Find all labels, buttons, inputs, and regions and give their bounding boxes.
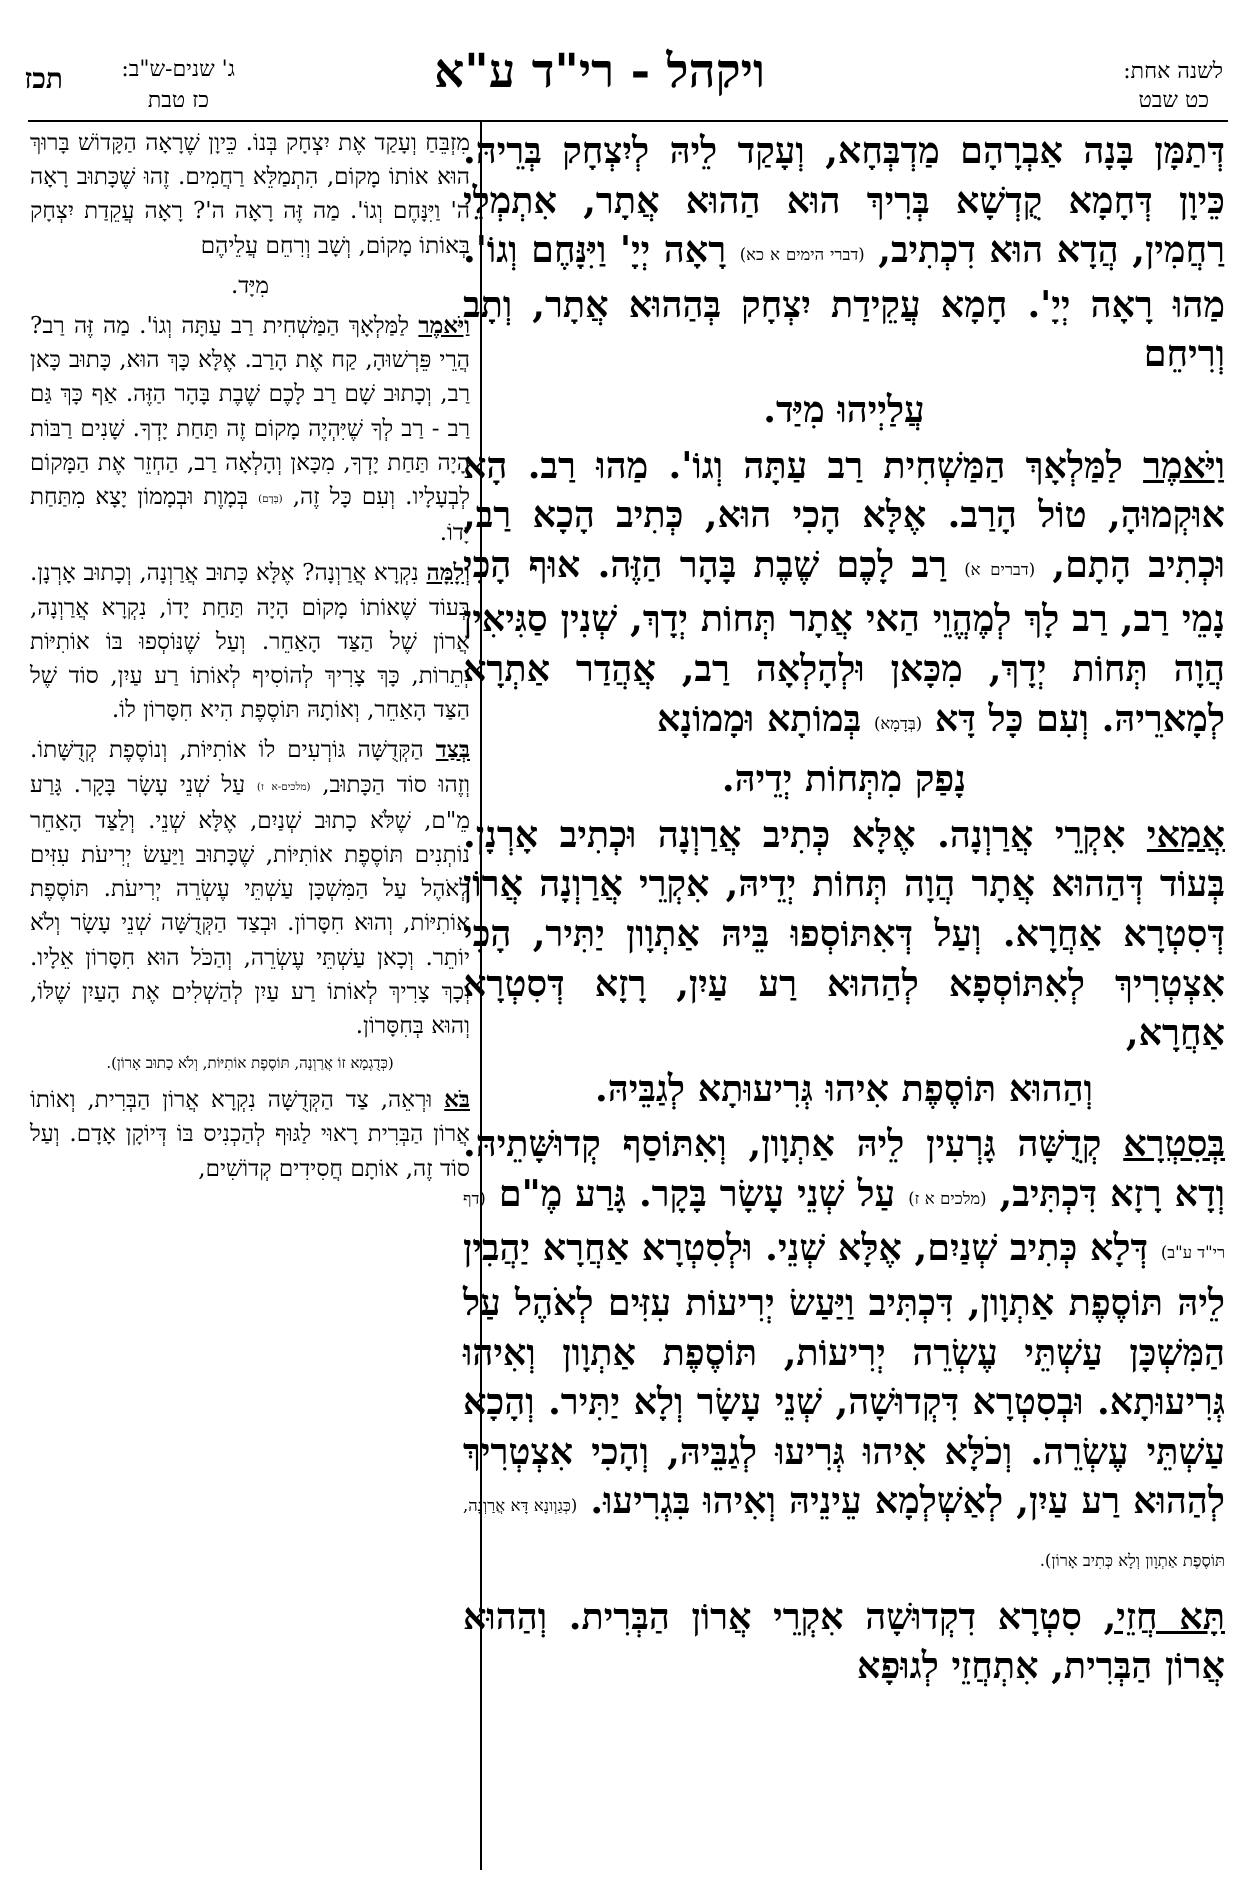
source-reference: (בְּדָם) — [258, 493, 283, 506]
side-paragraph-3: וְלָמָּה נִקְרָא אֲרַוְנָה? אֶלָּא כָּתוּב אֲרַוְנָה, וְכָתוּב אָרְנָן. בְּעוֹד שֶׁאוֹתוֹ מָקוֹם הָיָה תַּחַת יָדוֹ, נִקְרָא אֲרַוְנָה, אֲרוֹן שֶׁל הַצַּד הָאַחֵר. וְעַל שֶׁנּוֹסְפוּ בּוֹ אוֹתִיּוֹת יְתֵרוֹת, כָּךְ צָרִיךְ לְהוֹסִיף לְאוֹתוֹ רַע עַיִן, סוֹד שֶׁל הַצַּד הָאַחֵר, וְאוֹתָהּ תּוֹסֶפֶת הִיא חִסָּרוֹן לוֹ. — [30, 559, 471, 724]
page-header — [0, 0, 1253, 118]
side-paragraph-2: וַיֹּאמֶר לַמַּלְאָךְ הַמַּשְׁחִית רַב עַתָּה וְגוֹ'. מַה זֶּה רַב? הֲרֵי פֵּרְשׁוּהָ, קַח אֶת הָרַב. אֶלָּא כָּךְ הוּא, כָּתוּב כָּאן רַב, וְכָתוּב שָׁם רַב לָכֶם שֶׁבֶת בָּהָר הַזֶּה. אַף כָּךְ גַּם רַב - רַב לְךָ שֶׁיִּהְיֶה מָקוֹם זֶה תַּחַת יָדְךָ. שָׁנִים רַבּוֹת הָיָה תַּחַת יָדְךָ, מִכָּאן וְהָלְאָה רַב, הַחְזֵר אֶת הַמָּקוֹם לְבְעָלָיו. וְעִם כָּל זֶה, (בְּדָם) בְּמָוֶת וּבְמָמוֹן יָצָא מִתַּחַת יָדוֹ. — [30, 312, 471, 547]
main-paragraph-5: תָּא חֲזֵי, סִטְרָא דִקְדוּשָׁה אִקְרֵי אֲרוֹן הַבְּרִית. וְהַהוּא אֲרוֹן הַבְּרִית, אִתְחֲזֵי לְגוּפָא — [463, 1594, 1225, 1688]
source-reference: (דברים א) — [964, 559, 1036, 579]
hebrew-translation-column — [30, 126, 470, 1192]
paragraph-lead: תָּא חֲזֵי, — [1103, 1594, 1225, 1638]
page-reference: (דף רי"ד ע"ב) — [463, 1188, 1226, 1263]
paragraph-lead: אֲמַאי — [1146, 812, 1225, 856]
main-paragraph-3: אֲמַאי אִקְרֵי אֲרַוְנָה. אֶלָּא כְּתִיב אֲרַוְנָה וּכְתִיב אָרְנָן. בְּעוֹד דְּהַהוּא אֲתָר הֲוָה תְּחוֹת יְדֵיהּ, אִקְרֵי אֲרַוְנָה אֲרוֹן דְּסִטְרָא אַחֲרָא. וְעַל דְּאִתּוֹסְפוּ בֵּיהּ אַתְוָון יַתִּיר, הָכִי אִצְטְרִיךְ לְאִתּוֹסְפָא לְהַהוּא רַע עַיִן, רָזָא דְּסִטְרָא אַחֲרָא, — [463, 812, 1225, 1055]
source-reference: (מלכים א ז) — [908, 1188, 987, 1208]
main-paragraph-2: וַיֹּאמֶר לַמַּלְאָךְ הַמַּשְׁחִית רַב עַתָּה וְגוֹ'. מַהוּ רַב. הָא אוּקְמוּהָ, טוֹל הָרַב. אֶלָּא הָכִי הוּא, כְּתִיב הָכָא רַב, וּכְתִיב הָתָם, (דברים א) רַב לָכֶם שֶׁבֶת בָּהָר הַזֶּה. אוּף הָכִי נָמֵי רַב, רַב לָךְ לְמֶהֱוֵי הַאי אֲתָר תְּחוֹת יְדָךְ, שְׁנִין סַגִּיאִין הֲוָה תְּחוֹת יְדָךְ, מִכָּאן וּלְהָלְאָה רַב, אֲהֲדַר אַתְרָא לְמָארֵיהּ. וְעִם כָּל דָּא (בְּדָמָא) בְּמוֹתָא וּמָמוֹנָא — [463, 443, 1225, 740]
page-title: ויקהל - רי"ד ע"א — [434, 44, 765, 99]
paragraph-lead: וַיֹּאמֶר — [1143, 443, 1225, 487]
date-right: כט שבט — [1138, 88, 1209, 113]
cycle-label: ג' שנים-ש"ב: — [121, 57, 235, 82]
paragraph-lead: בְּצַד — [435, 736, 470, 764]
main-paragraph-2-end: נָפַק מִתְּחוֹת יְדֵיהּ. — [721, 757, 967, 801]
side-paragraph-4: בְּצַד הַקְּדֻשָּׁה גּוֹרְעִים לוֹ אוֹתִיּוֹת, וְנוֹסֶפֶת קְדֻשָּׁתוֹ. וְזֶהוּ סוֹד הַכָּתוּב, (מלכים-א ז) עַל שְׁנֵי עָשָׂר בָּקָר. גָּרַע מֵ"ם, שֶׁלֹּא כָתוּב שְׁנַיִם, אֶלָּא שְׁנֵי. וְלַצַּד הָאַחֵר נוֹתְנִים תּוֹסֶפֶת אוֹתִיּוֹת, שֶׁכָּתוּב וַיַּעַשׂ יְרִיעֹת עִזִּים לְאֹהֶל עַל הַמִּשְׁכָּן עַשְׁתֵּי עֶשְׂרֵה יְרִיעֹת. תּוֹסֶפֶת אוֹתִיּוֹת, וְהוּא חִסָּרוֹן. וּבְצַד הַקְּדֻשָּׁה שְׁנֵי עָשָׂר וְלֹא יוֹתֵר. וְכָאן עַשְׁתֵּי עֶשְׂרֵה, וְהַכֹּל הוּא חִסָּרוֹן אֵלָיו. וְכָךְ צָרִיךְ לְאוֹתוֹ רַע עַיִן לְהַשְׁלִים אֶת הָעַיִן שֶׁלּוֹ, וְהוּא בְּחִסָּרוֹן. — [30, 736, 470, 1040]
date-left: כז טבת — [147, 88, 209, 113]
page-number: תכז — [24, 62, 63, 95]
paragraph-lead: וְלָמָּה — [426, 559, 471, 587]
source-reference: (בְּדָמָא) — [873, 713, 923, 733]
side-paragraph-1: מִזְבֵּחַ וְעָקַד אֶת יִצְחָק בְּנוֹ. כֵּיוָן שֶׁרָאָה הַקָּדוֹשׁ בָּרוּךְ הוּא אוֹתוֹ מָקוֹם, הִתְמַלֵּא רַחֲמִים. זֶהוּ שֶׁכָּתוּב רָאָה ה' וַיִּנָּחֶם וְגוֹ'. מַה זֶּה רָאָה ה'? רָאָה עֲקֵדַת יִצְחָק בְּאוֹתוֹ מָקוֹם, וְשָׁב וְרִחֵם עֲלֵיהֶם — [30, 130, 470, 259]
source-reference: (מלכים-א ז) — [256, 780, 311, 793]
paragraph-lead: בְּסִטְרָא — [1123, 1122, 1225, 1166]
main-paragraph-4: בְּסִטְרָא קְדֻשָּׁה גָּרְעִין לֵיהּ אַתְוָון, וְאִתּוֹסַף קְדוּשָּׁתֵיהּ. וְדָא רָזָא דִּכְתִּיב, (מלכים א ז) עַל שְׁנֵי עָשָׂר בָּקָר. גָּרַע מֶ"ם (דף רי"ד ע"ב) דְּלָא כְּתִיב שְׁנַיִם, אֶלָּא שְׁנֵי. וּלְסִטְרָא אַחֲרָא יַהֲבִין לֵיהּ תּוֹסֶפֶת אַתְוָון, דִּכְתִּיב וַיַּעַשׂ יְרִיעוֹת עִזִּים לְאֹהֶל עַל הַמִּשְׁכָּן עַשְׁתֵּי עֶשְׂרֵה יְרִיעוֹת, תּוֹסֶפֶת אַתְוָון וְאִיהוּ גְּרִיעוּתָא. וּבְסִטְרָא דִּקְדוּשָׁה, שְׁנֵי עָשָׂר וְלָא יַתִּיר. וְהָכָא עַשְׁתֵּי עֶשְׂרֵה. וְכֹלָּא אִיהוּ גְּרִיעוּ לְגַבֵּיהּ, וְהָכִי אִצְטְרִיךְ לְהַהוּא רַע עַיִן, לְאַשְׁלְמָא עֵינֵיהּ וְאִיהוּ בִּגְרִיעוּ. (כְּגַוְונָא דָּא אֲרַוְנָה, תּוֹסֶפֶת אַתְוָון וְלָא כְּתִיב אָרוֹן). — [463, 1122, 1226, 1571]
side-paragraph-5: בֹּא וּרְאֵה, צַד הַקְּדֻשָּׁה נִקְרָא אֲרוֹן הַבְּרִית, וְאוֹתוֹ אֲרוֹן הַבְּרִית רָאוּי לַגּוּף לְהַכְנִיס בּוֹ דְּיוֹקָן אָדָם. וְעַל סוֹד זֶה, אוֹתָם חֲסִידִים קְדוֹשִׁים, — [30, 1086, 470, 1182]
main-paragraph-1-end: עֲלַיְיהוּ מִיַּד. — [763, 387, 925, 431]
year-label: לשנה אחת: — [1123, 59, 1223, 84]
paragraph-lead: בֹּא — [444, 1086, 470, 1114]
paragraph-lead: וַיֹּאמֶר — [418, 312, 470, 340]
header-rule — [28, 120, 1228, 122]
side-paragraph-1-end: מִיָּד. — [230, 272, 270, 299]
side-note: (כְּדֻגְמָא זוֹ אֲרַוְנָה, תּוֹסֶפֶת אוֹתִיּוֹת, וְלֹא כָתוּב אָרוֹן). — [106, 1054, 394, 1073]
source-reference: (דברי הימים א כא) — [739, 245, 865, 265]
main-paragraph-1: דְּתַמָּן בָּנָה אַבְרָהָם מַדְבְּחָא, וְעָקַד לֵיהּ לְיִצְחָק בְּרֵיהּ. כֵּיוָן דְּחָמָא קֻדְשָׁא בְּרִיךְ הוּא הַהוּא אֲתָר, אִתְמְלֵי רַחֲמִין, הֲדָא הוּא דִכְתִיב, (דברי הימים א כא) רָאָה יְיָ' וַיִּנָּחֶם וְגוֹ'. מַהוּ רָאָה יְיָ'. חָמָא עֲקֵידַת יִצְחָק בְּהַהוּא אֲתָר, וְתָב וְרִיחֵם — [463, 129, 1225, 376]
aramaic-column — [463, 126, 1225, 1697]
source-reference: (כְּגַוְונָא דָּא אֲרַוְנָה, תּוֹסֶפֶת אַתְוָון וְלָא כְּתִיב אָרוֹן). — [463, 1496, 1225, 1571]
main-paragraph-3-end: וְהַהוּא תּוֹסֶפֶת אִיהוּ גְּרִיעוּתָא לְגַבֵּיהּ. — [595, 1066, 1093, 1110]
